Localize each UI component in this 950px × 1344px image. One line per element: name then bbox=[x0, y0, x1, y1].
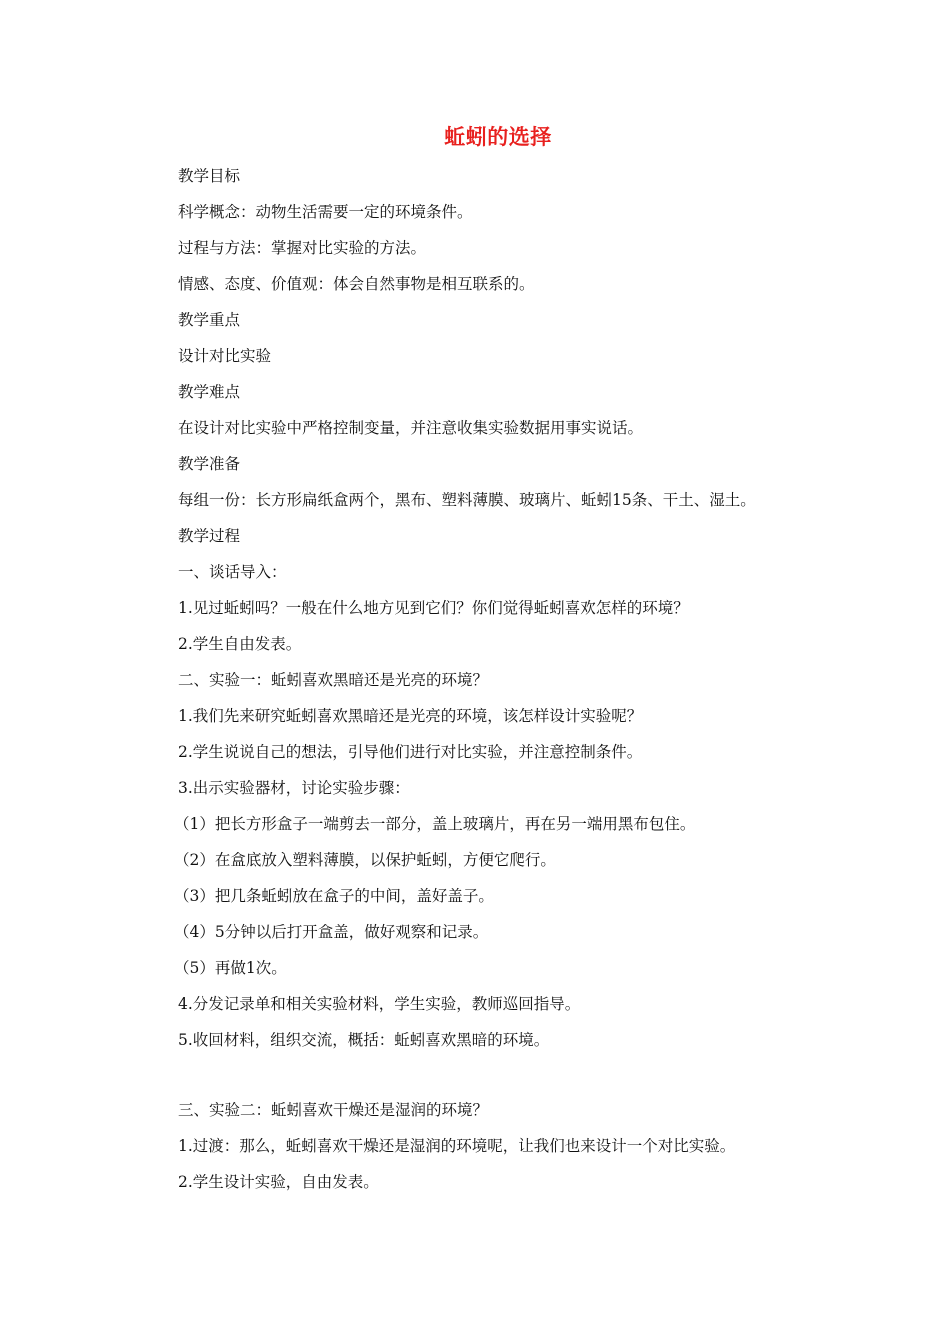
heading-process: 教学过程 bbox=[178, 527, 241, 545]
list-item: 2.学生自由发表。 bbox=[178, 635, 302, 653]
list-item: 1.过渡：那么，蚯蚓喜欢干燥还是湿润的环境呢，让我们也来设计一个对比实验。 bbox=[178, 1137, 736, 1155]
step-item: （1）把长方形盒子一端剪去一部分，盖上玻璃片，再在另一端用黑布包住。 bbox=[174, 815, 696, 833]
list-item: 3.出示实验器材，讨论实验步骤： bbox=[178, 779, 410, 797]
paragraph-difficulties: 在设计对比实验中严格控制变量，并注意收集实验数据用事实说话。 bbox=[178, 419, 644, 437]
paragraph-science-concept: 科学概念：动物生活需要一定的环境条件。 bbox=[178, 203, 473, 221]
list-item: 4.分发记录单和相关实验材料，学生实验，教师巡回指导。 bbox=[178, 995, 581, 1013]
list-item: 1.见过蚯蚓吗？一般在什么地方见到它们？你们觉得蚯蚓喜欢怎样的环境？ bbox=[178, 599, 689, 617]
paragraph-preparation: 每组一份：长方形扁纸盒两个，黑布、塑料薄膜、玻璃片、蚯蚓15条、干土、湿土。 bbox=[178, 491, 756, 509]
list-item: 2.学生说说自己的想法，引导他们进行对比实验，并注意控制条件。 bbox=[178, 743, 643, 761]
paragraph-key-points: 设计对比实验 bbox=[178, 347, 272, 365]
paragraph-process-method: 过程与方法：掌握对比实验的方法。 bbox=[178, 239, 427, 257]
heading-teaching-goals: 教学目标 bbox=[178, 167, 241, 185]
section-experiment-two: 三、实验二：蚯蚓喜欢干燥还是湿润的环境？ bbox=[178, 1101, 489, 1119]
step-item: （2）在盒底放入塑料薄膜，以保护蚯蚓，方便它爬行。 bbox=[174, 851, 556, 869]
section-experiment-one: 二、实验一：蚯蚓喜欢黑暗还是光亮的环境？ bbox=[178, 671, 489, 689]
step-item: （4）5分钟以后打开盒盖，做好观察和记录。 bbox=[174, 923, 489, 941]
heading-preparation: 教学准备 bbox=[178, 455, 241, 473]
paragraph-values: 情感、态度、价值观：体会自然事物是相互联系的。 bbox=[178, 275, 535, 293]
list-item: 2.学生设计实验，自由发表。 bbox=[178, 1173, 379, 1191]
step-item: （5）再做1次。 bbox=[174, 959, 287, 977]
heading-key-points: 教学重点 bbox=[178, 311, 241, 329]
step-item: （3）把几条蚯蚓放在盒子的中间，盖好盖子。 bbox=[174, 887, 494, 905]
list-item: 5.收回材料，组织交流，概括：蚯蚓喜欢黑暗的环境。 bbox=[178, 1031, 550, 1049]
document-body bbox=[174, 158, 858, 1200]
heading-difficulties: 教学难点 bbox=[178, 383, 241, 401]
list-item: 1.我们先来研究蚯蚓喜欢黑暗还是光亮的环境，该怎样设计实验呢？ bbox=[178, 707, 643, 725]
document-title: 蚯蚓的选择 bbox=[444, 124, 552, 149]
section-introduction: 一、谈话导入： bbox=[178, 563, 287, 581]
